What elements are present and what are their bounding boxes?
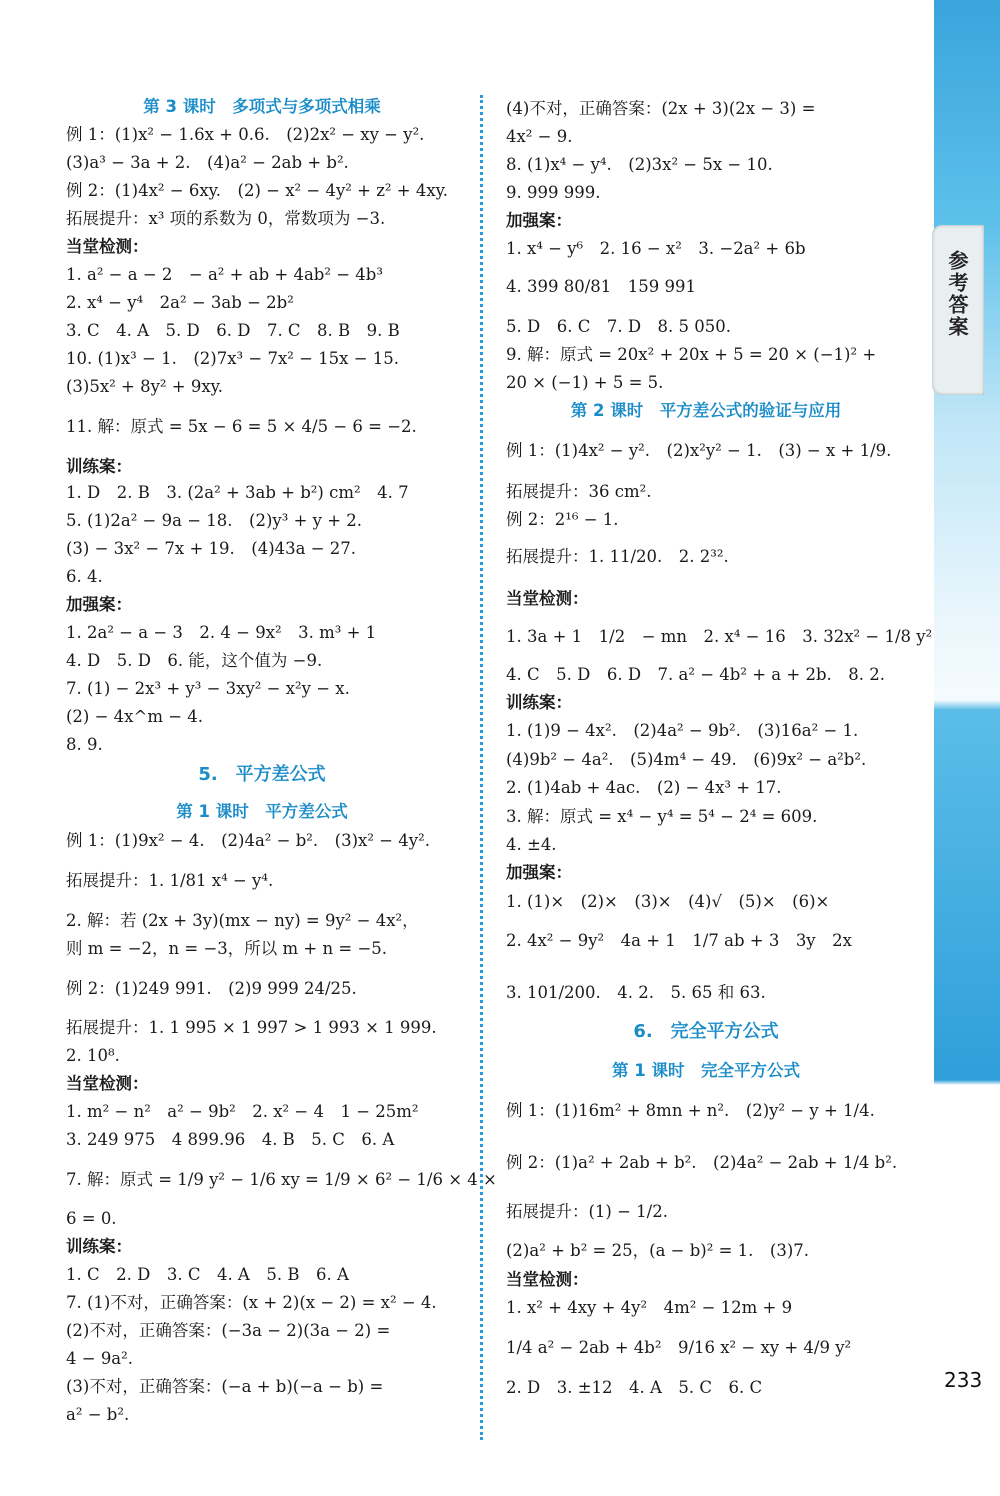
section-label: 加强案： xyxy=(506,211,572,230)
answer-line: 1. (1)9 − 4x². (2)4a² − 9b². (3)16a² − 1. xyxy=(506,721,859,740)
answer-line: 4. D 5. D 6. 能，这个值为 −9. xyxy=(66,651,323,670)
section-label: 加强案： xyxy=(506,863,572,882)
answer-line: 拓展提升：(1) − 1/2. xyxy=(506,1202,668,1221)
section-label: 当堂检测： xyxy=(66,237,149,256)
answer-line: 5. (1)2a² − 9a − 18. (2)y³ + y + 2. xyxy=(66,511,363,530)
section-label: 训练案： xyxy=(66,457,132,476)
answer-line: 例 1：(1)16m² + 8mn + n². (2)y² − y + 1/4. xyxy=(506,1101,875,1120)
answer-line: 8. (1)x⁴ − y⁴. (2)3x² − 5x − 10. xyxy=(506,155,773,174)
answer-line: (3) − 3x² − 7x + 19. (4)43a − 27. xyxy=(66,539,357,558)
answer-line: 2. D 3. ±12 4. A 5. C 6. C xyxy=(506,1378,763,1397)
answer-line: 3. 249 975 4 899.96 4. B 5. C 6. A xyxy=(66,1130,395,1149)
answer-line: 1. x⁴ − y⁶ 2. 16 − x² 3. −2a² + 6b xyxy=(506,239,806,258)
section-label: 当堂检测： xyxy=(506,1270,589,1289)
answer-line: 例 2：(1)4x² − 6xy. (2) − x² − 4y² + z² + 4xy. xyxy=(66,181,448,200)
answer-line: a² − b². xyxy=(66,1405,130,1424)
answer-line: 2. 10⁸. xyxy=(66,1046,120,1065)
answer-line: 1. 3a + 1 1/2 − mn 2. x⁴ − 16 3. 32x² − 1/8 y² xyxy=(506,627,933,646)
chapter-heading: 6. 完全平方公式 xyxy=(633,1021,779,1042)
answer-line: 2. 解：若 (2x + 3y)(mx − ny) = 9y² − 4x²， xyxy=(66,911,419,930)
lesson-heading: 第 3 课时 多项式与多项式相乘 xyxy=(143,97,381,116)
answer-line: 1. (1)× (2)× (3)× (4)√ (5)× (6)× xyxy=(506,892,830,911)
answer-line: 3. 101/200. 4. 2. 5. 65 和 63. xyxy=(506,983,766,1002)
answer-line: (3)5x² + 8y² + 9xy. xyxy=(66,377,224,396)
answer-line: 4. ±4. xyxy=(506,835,557,854)
section-label: 当堂检测： xyxy=(66,1074,149,1093)
answer-line: 9. 999 999. xyxy=(506,183,601,202)
answer-line: 1. C 2. D 3. C 4. A 5. B 6. A xyxy=(66,1265,349,1284)
answer-line: 5. D 6. C 7. D 8. 5 050. xyxy=(506,317,732,336)
answer-line: 6. 4. xyxy=(66,567,103,586)
answer-line: 例 2：(1)249 991. (2)9 999 24/25. xyxy=(66,979,357,998)
answer-line: 1. D 2. B 3. (2a² + 3ab + b²) cm² 4. 7 xyxy=(66,483,409,502)
answer-line: 6 = 0. xyxy=(66,1209,117,1228)
answer-line: 例 2：(1)a² + 2ab + b². (2)4a² − 2ab + 1/4 b². xyxy=(506,1153,898,1172)
answer-line: 例 1：(1)x² − 1.6x + 0.6. (2)2x² − xy − y². xyxy=(66,125,425,144)
column-divider xyxy=(480,95,483,1440)
answer-tab-label: 参考答案 xyxy=(945,250,969,338)
section-label: 加强案： xyxy=(66,595,132,614)
answer-line: 11. 解：原式 = 5x − 6 = 5 × 4/5 − 6 = −2. xyxy=(66,417,417,436)
answer-line: (3)a³ − 3a + 2. (4)a² − 2ab + b². xyxy=(66,153,349,172)
page-number: 233 xyxy=(944,1368,983,1392)
answer-line: (4)不对，正确答案：(2x + 3)(2x − 3) = xyxy=(506,99,816,118)
answer-line: 1. x² + 4xy + 4y² 4m² − 12m + 9 xyxy=(506,1298,793,1317)
answer-line: 4. 399 80/81 159 991 xyxy=(506,277,697,296)
answer-line: 4x² − 9. xyxy=(506,127,573,146)
answer-line: 7. (1) − 2x³ + y³ − 3xy² − x²y − x. xyxy=(66,679,350,698)
answer-line: 1. m² − n² a² − 9b² 2. x² − 4 1 − 25m² xyxy=(66,1102,419,1121)
answer-line: 2. x⁴ − y⁴ 2a² − 3ab − 2b² xyxy=(66,293,294,312)
answer-line: (4)9b² − 4a². (5)4m⁴ − 49. (6)9x² − a²b². xyxy=(506,750,867,769)
answer-line: 拓展提升：x³ 项的系数为 0，常数项为 −3. xyxy=(66,209,386,228)
answer-line: 拓展提升：36 cm². xyxy=(506,482,652,501)
answer-line: 4 − 9a². xyxy=(66,1349,134,1368)
section-label: 训练案： xyxy=(66,1237,132,1256)
answer-line: 2. 4x² − 9y² 4a + 1 1/7 ab + 3 3y 2x xyxy=(506,931,852,950)
section-label: 当堂检测： xyxy=(506,589,589,608)
answer-line: 1/4 a² − 2ab + 4b² 9/16 x² − xy + 4/9 y² xyxy=(506,1338,852,1357)
answer-line: 则 m = −2，n = −3，所以 m + n = −5. xyxy=(66,939,388,958)
answer-line: 例 1：(1)9x² − 4. (2)4a² − b². (3)x² − 4y². xyxy=(66,831,430,850)
answer-line: 8. 9. xyxy=(66,735,103,754)
answer-line: 拓展提升：1. 11/20. 2. 2³². xyxy=(506,547,729,566)
answer-line: 20 × (−1) + 5 = 5. xyxy=(506,373,664,392)
answer-line: 10. (1)x³ − 1. (2)7x³ − 7x² − 15x − 15. xyxy=(66,349,400,368)
answer-line: (2)a² + b² = 25，(a − b)² = 1. (3)7. xyxy=(506,1241,810,1260)
answer-line: 拓展提升：1. 1 995 × 1 997 > 1 993 × 1 999. xyxy=(66,1018,437,1037)
answer-line: (2) − 4x^m − 4. xyxy=(66,707,204,726)
answer-line: 2. (1)4ab + 4ac. (2) − 4x³ + 17. xyxy=(506,778,782,797)
answer-line: 3. 解：原式 = x⁴ − y⁴ = 5⁴ − 2⁴ = 609. xyxy=(506,807,818,826)
lesson-heading: 第 2 课时 平方差公式的验证与应用 xyxy=(570,401,842,420)
lesson-heading: 第 1 课时 完全平方公式 xyxy=(612,1061,800,1080)
answer-line: 1. a² − a − 2 − a² + ab + 4ab² − 4b³ xyxy=(66,265,383,284)
answer-line: 9. 解：原式 = 20x² + 20x + 5 = 20 × (−1)² + xyxy=(506,345,877,364)
answer-line: 例 1：(1)4x² − y². (2)x²y² − 1. (3) − x + 1/9. xyxy=(506,441,892,460)
answer-line: 例 2：2¹⁶ − 1. xyxy=(506,510,619,529)
chapter-heading: 5. 平方差公式 xyxy=(198,764,326,785)
answer-line: 1. 2a² − a − 3 2. 4 − 9x² 3. m³ + 1 xyxy=(66,623,377,642)
section-label: 训练案： xyxy=(506,693,572,712)
answer-line: 7. (1)不对，正确答案：(x + 2)(x − 2) = x² − 4. xyxy=(66,1293,437,1312)
answer-line: 3. C 4. A 5. D 6. D 7. C 8. B 9. B xyxy=(66,321,400,340)
answer-line: 拓展提升：1. 1/81 x⁴ − y⁴. xyxy=(66,871,274,890)
answer-line: (3)不对，正确答案：(−a + b)(−a − b) = xyxy=(66,1377,384,1396)
lesson-heading: 第 1 课时 平方差公式 xyxy=(176,802,348,821)
answer-line: (2)不对，正确答案：(−3a − 2)(3a − 2) = xyxy=(66,1321,391,1340)
answer-line: 7. 解：原式 = 1/9 y² − 1/6 xy = 1/9 × 6² − 1/6 × 4 × xyxy=(66,1170,497,1189)
answer-line: 4. C 5. D 6. D 7. a² − 4b² + a + 2b. 8. 2. xyxy=(506,665,885,684)
